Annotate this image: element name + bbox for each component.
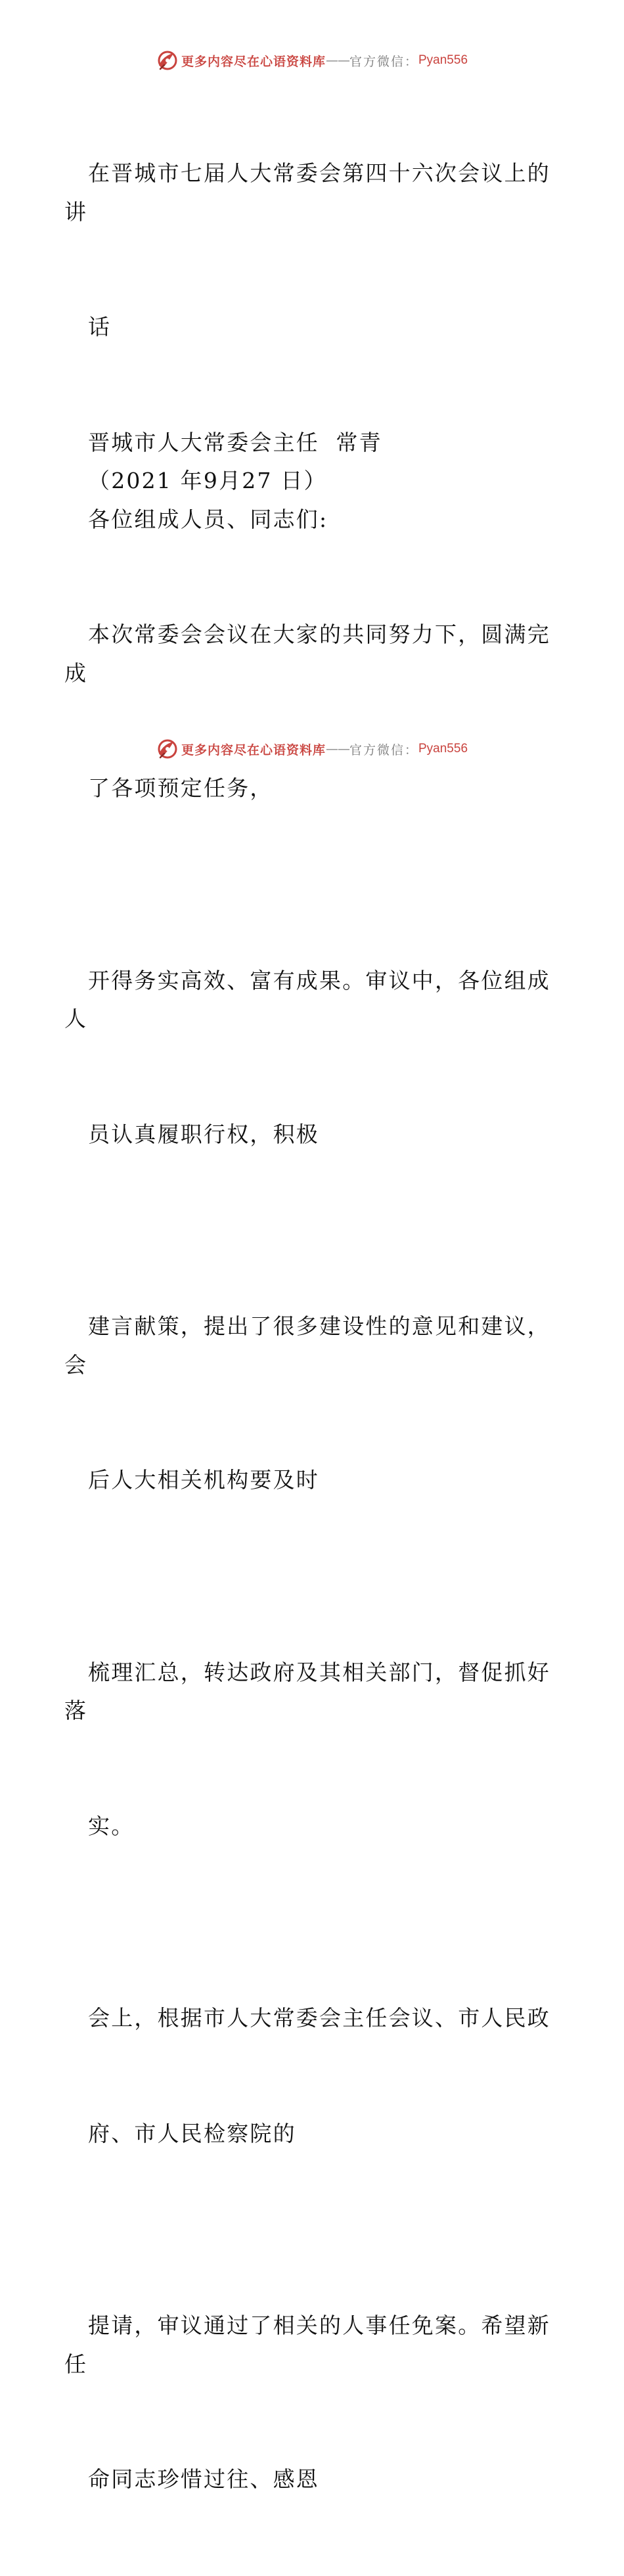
body-paragraph xyxy=(64,2230,564,2576)
salutation: 各位组成人员、同志们: xyxy=(88,506,328,532)
paragraph-line: 提请，审议通过了相关的人事任免案。希望新任 xyxy=(64,2313,550,2377)
pen-nib-logo-icon xyxy=(156,49,179,72)
paragraph-line: 梳理汇总，转达政府及其相关部门，督促抓好落 xyxy=(64,1659,550,1723)
body-paragraph xyxy=(64,539,564,885)
banner-wechat-id: Pyan556 xyxy=(418,53,468,67)
paragraph-line: 员认真履职行权，积极 xyxy=(88,1121,319,1147)
body-paragraph xyxy=(64,885,564,1231)
document-body xyxy=(64,78,564,2576)
banner-brand-text: 更多内容尽在心语资料库 xyxy=(181,54,326,69)
paragraph-line: 实。 xyxy=(88,1813,135,1839)
document-title xyxy=(64,78,564,424)
banner-official-label: 官方微信： xyxy=(349,54,418,69)
banner-dash: —— xyxy=(325,742,349,756)
paragraph-line: 建言献策，提出了很多建设性的意见和建议，会 xyxy=(64,1313,550,1378)
banner-official-label: 官方微信： xyxy=(349,742,418,757)
title-line: 在晋城市七届人大常委会第四十六次会议上的讲 xyxy=(64,160,550,225)
paragraph-line: 后人大相关机构要及时 xyxy=(88,1467,319,1493)
footer-watermark-banner xyxy=(0,736,624,762)
date-line: （2021 年9月27 日） xyxy=(88,468,327,493)
banner-brand-text: 更多内容尽在心语资料库 xyxy=(181,742,326,757)
header-watermark-banner xyxy=(0,47,624,74)
speaker-line: 晋城市人大常委会主任 常青 xyxy=(88,429,382,455)
title-line: 话 xyxy=(88,314,112,340)
paragraph-line: 了各项预定任务， xyxy=(88,775,273,801)
paragraph-line: 命同志珍惜过往、感恩 xyxy=(88,2466,319,2492)
body-paragraph xyxy=(64,1922,564,2230)
paragraph-line: 会上，根据市人大常委会主任会议、市人民政 xyxy=(88,2005,550,2031)
paragraph-line: 开得务实高效、富有成果。审议中，各位组成人 xyxy=(64,967,550,1031)
body-paragraph xyxy=(64,1577,564,1923)
banner-wechat-id: Pyan556 xyxy=(418,742,468,756)
paragraph-line: 府、市人民检察院的 xyxy=(88,2120,296,2146)
body-paragraph xyxy=(64,1231,564,1577)
banner-dash: —— xyxy=(325,53,349,68)
pen-nib-logo-icon xyxy=(156,738,179,760)
paragraph-line: 本次常委会会议在大家的共同努力下，圆满完成 xyxy=(64,621,550,686)
